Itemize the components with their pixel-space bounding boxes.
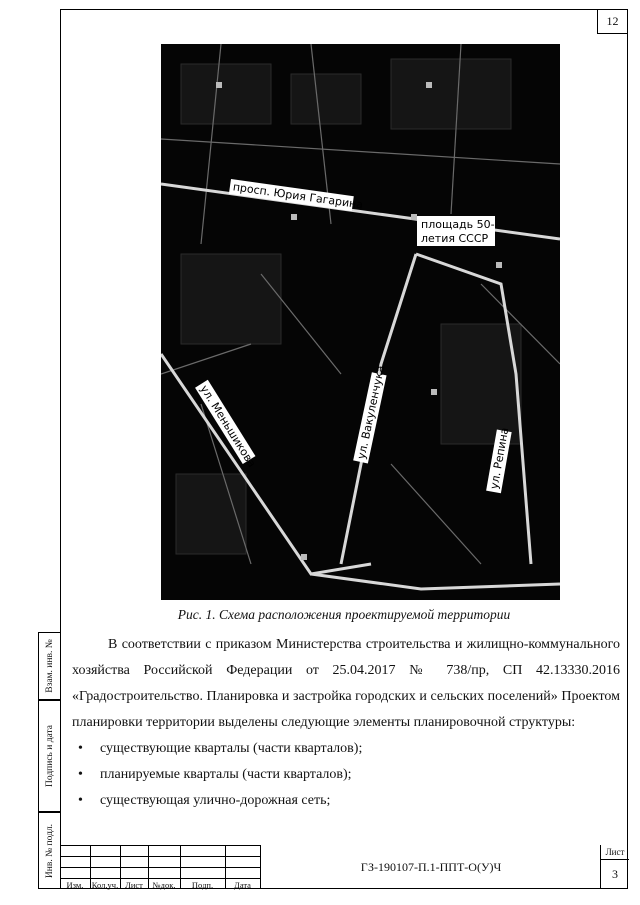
stamp-header: Изм. [66,880,84,890]
svg-text:ул. Вакуленчука: ул. Вакуленчука [354,364,388,461]
stamp-header: №док. [152,880,176,890]
bullet-icon: • [78,767,83,782]
figure-caption: Рис. 1. Схема расположения проектируемой территории [177,607,511,622]
side-vzam-inv: Взам. инв. № [38,632,60,700]
title-block [60,845,628,889]
body-text [72,632,620,814]
stamp-header: Кол.уч. [91,880,119,890]
list-item: • существующая улично-дорожная сеть; [72,788,620,814]
stamp-header: Лист [125,880,143,890]
map-drawing [161,44,560,600]
location-map [161,44,560,600]
side-podpis-data: Подпись и дата [38,700,60,812]
side-inv-podl: Инв. № подл. [38,812,60,889]
svg-text:площадь 50-: площадь 50- [421,218,495,231]
sheet-number: 3 [600,859,629,889]
label-square [417,216,495,246]
svg-text:летия СССР: летия СССР [421,232,489,245]
bullet-icon: • [78,741,83,756]
sheet-label: Лист [600,845,629,860]
paragraph: В соответствии с приказом Министерства строительства и жилищно-коммунального хозяйства Российской Федерации от 25.04.2017 № 738/пр, СП 42.13330.2016 «Градостроительство. Планировка и застройка городских и сельских поселений» Проектом планировки территории выделены следующие элементы планировочной структуры: [72,637,620,730]
page-number: 12 [597,9,628,34]
stamp-header: Подп. [191,880,214,890]
svg-text:ул. Репина: ул. Репина [487,426,512,491]
svg-text:просп. Юрия Гагарина: просп. Юрия Гагарина [232,180,364,212]
bullet-icon: • [78,793,83,808]
list-item: • существующие кварталы (части кварталов); [72,736,620,762]
stamp-header: Дата [234,880,251,890]
list-item: • планируемые кварталы (части кварталов); [72,762,620,788]
bullet-list [72,736,620,814]
document-code: ГЗ-190107-П.1-ППТ-О(У)Ч [260,845,601,889]
svg-text:ул. Меньшикова: ул. Меньшикова [197,382,259,470]
